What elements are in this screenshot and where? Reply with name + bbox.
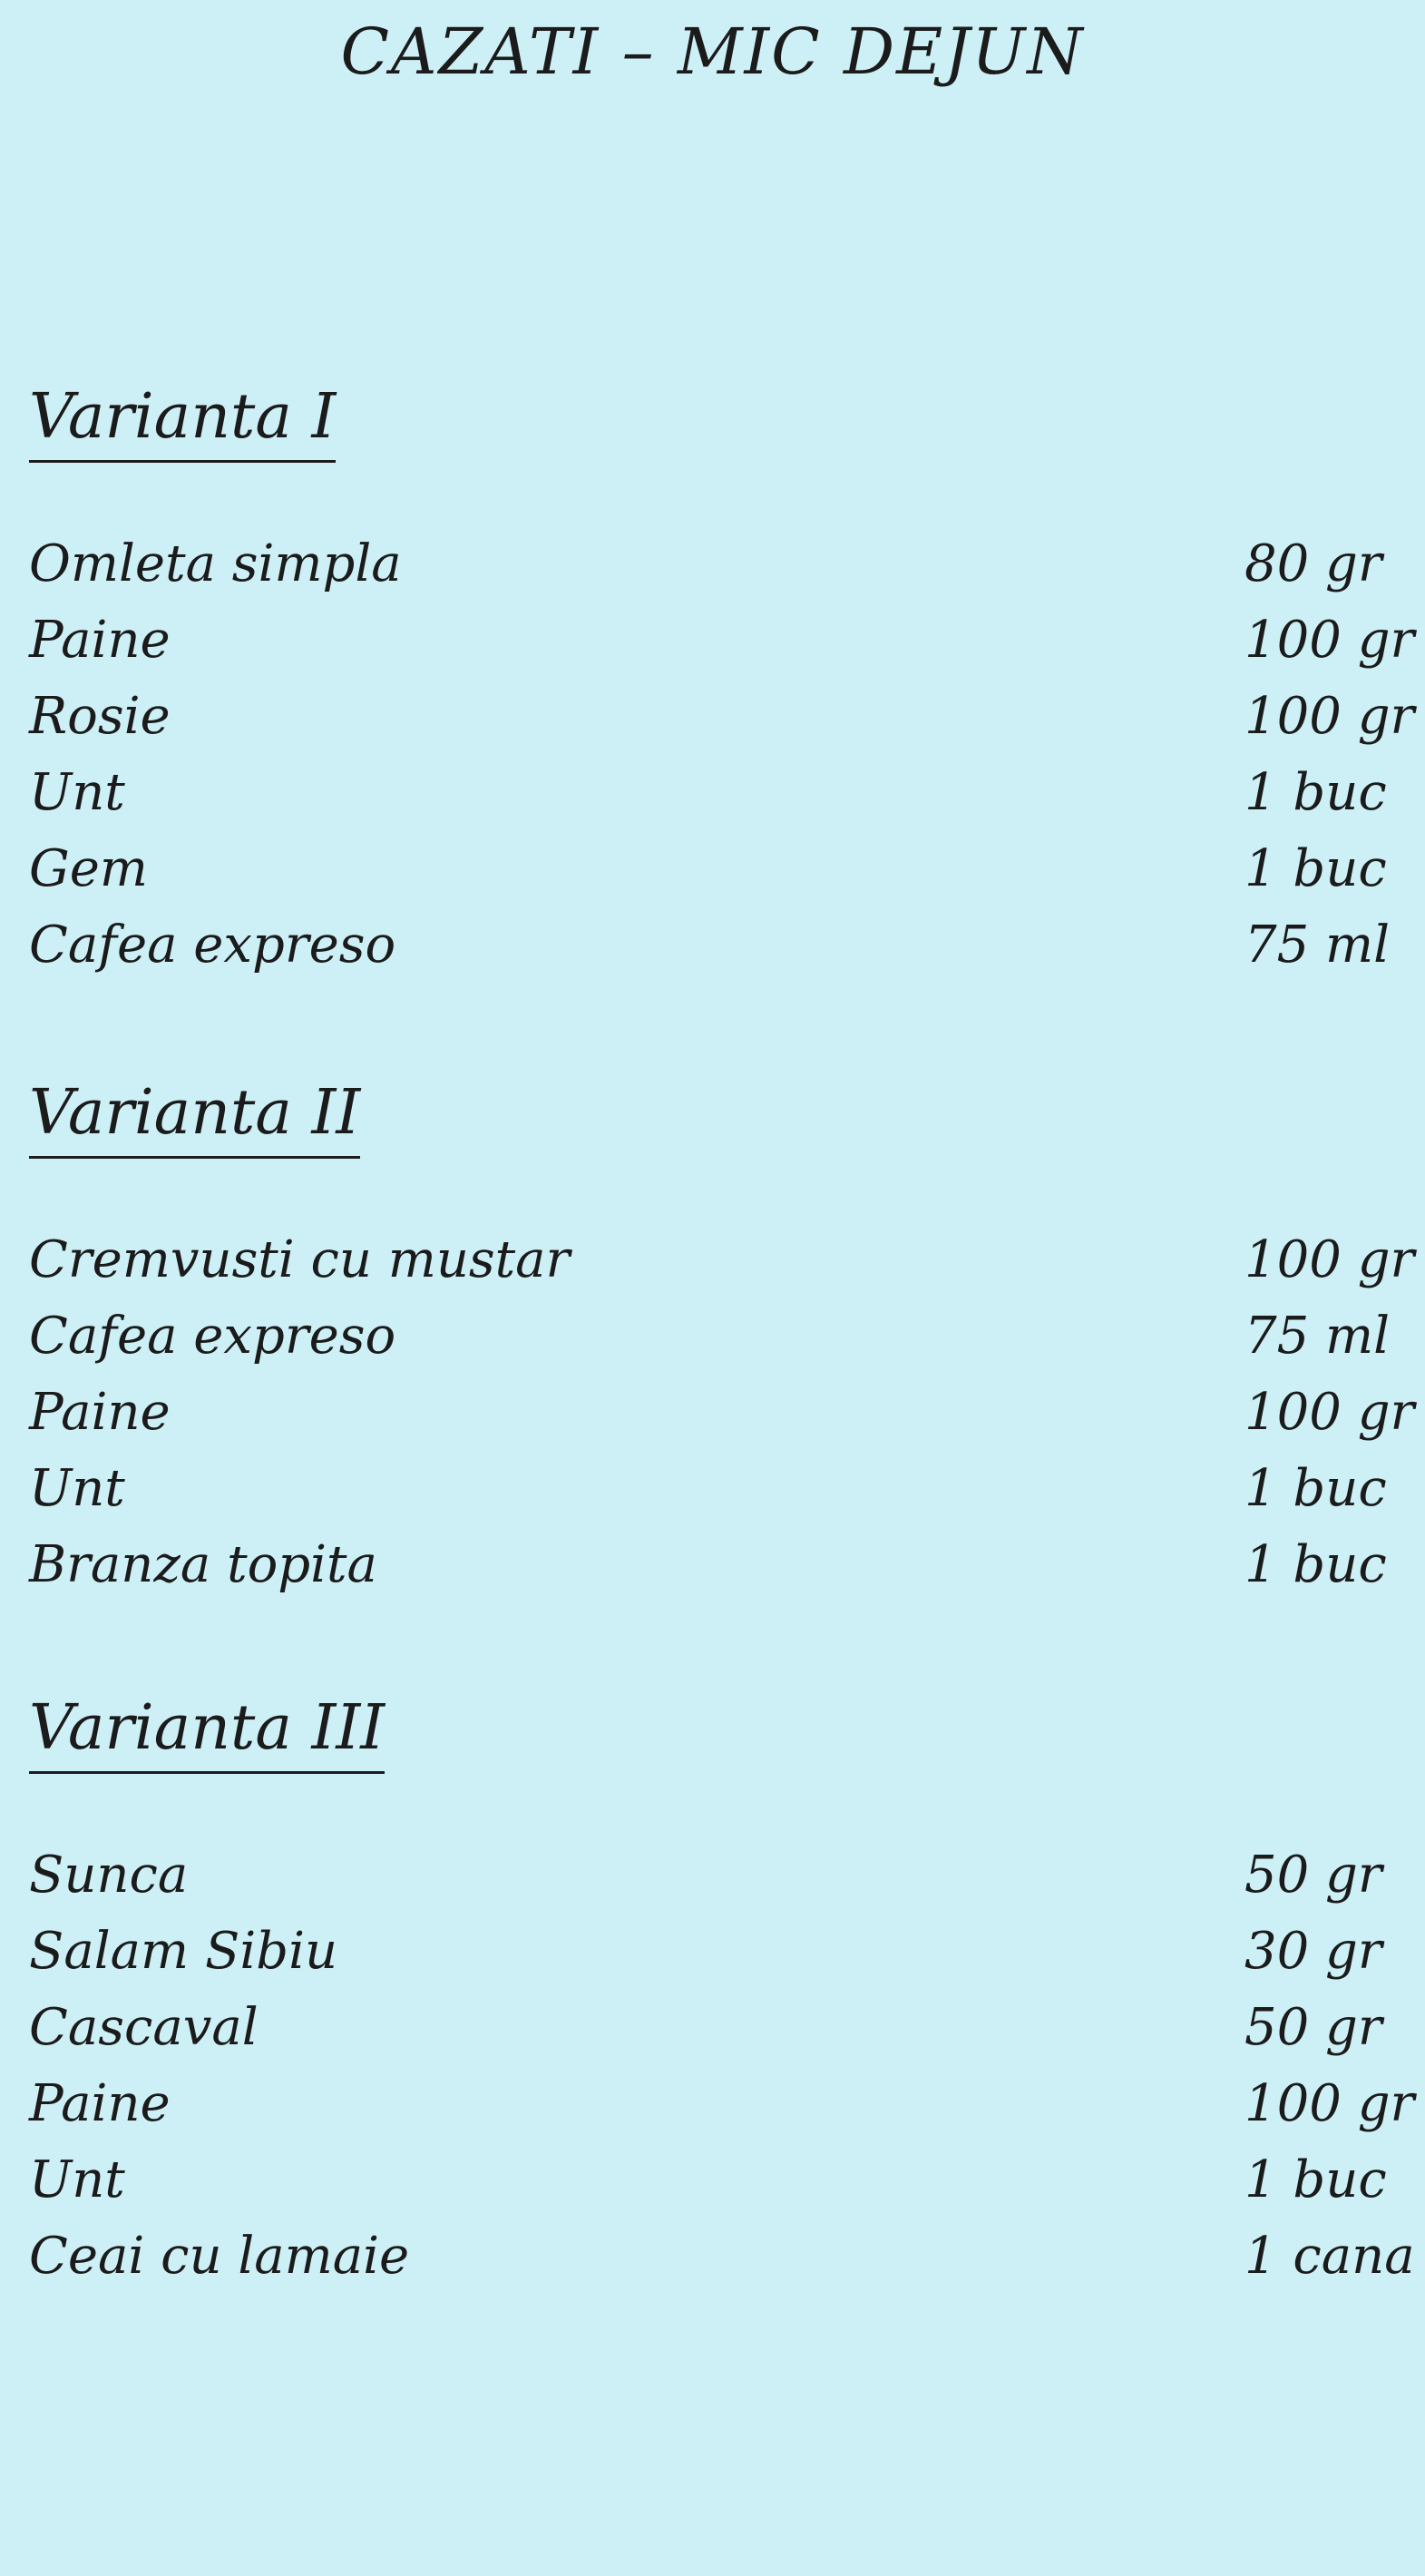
section-title: Varianta I [29, 377, 336, 463]
item-name: Salam Sibiu [29, 1922, 338, 1981]
item-quantity: 100 gr [1244, 687, 1415, 746]
item-name: Cafea expreso [29, 916, 396, 975]
menu-item [29, 907, 1403, 984]
menu-item [29, 2066, 1415, 2142]
menu-item [29, 755, 1403, 831]
item-name: Ceai cu lamaie [29, 2227, 410, 2286]
item-quantity: 1 buc [1244, 763, 1387, 822]
item-quantity: 50 gr [1244, 1998, 1382, 2057]
item-quantity: 75 ml [1244, 916, 1391, 975]
item-quantity: 80 gr [1244, 534, 1382, 593]
page-title: CAZATI – MIC DEJUN [340, 15, 1085, 89]
item-quantity: 30 gr [1244, 1922, 1382, 1981]
menu-item-list [29, 526, 1415, 984]
item-name: Branza topita [29, 1535, 377, 1594]
menu-item [29, 1222, 1415, 1298]
item-name: Sunca [29, 1846, 189, 1905]
item-name: Paine [29, 611, 171, 670]
item-name: Unt [29, 763, 125, 822]
item-name: Paine [29, 1383, 171, 1442]
menu-item [29, 602, 1415, 679]
item-quantity: 100 gr [1244, 1383, 1415, 1442]
section-title: Varianta II [29, 1073, 360, 1159]
item-quantity: 1 buc [1244, 839, 1387, 898]
item-name: Rosie [29, 687, 171, 746]
section-title: Varianta III [29, 1688, 385, 1774]
menu-section-varianta-1 [29, 377, 1415, 984]
item-quantity: 100 gr [1244, 2074, 1415, 2133]
menu-item [29, 2142, 1403, 2218]
menu-section-varianta-3 [29, 1688, 1415, 2295]
item-name: Omleta simpla [29, 534, 402, 593]
item-quantity: 1 buc [1244, 1459, 1387, 1518]
menu-item [29, 831, 1403, 907]
item-name: Cremvusti cu mustar [29, 1230, 571, 1289]
menu-item [29, 1837, 1403, 1914]
menu-item [29, 1298, 1403, 1375]
menu-item [29, 1527, 1403, 1603]
item-name: Gem [29, 839, 148, 898]
item-name: Paine [29, 2074, 171, 2133]
item-name: Cafea expreso [29, 1307, 396, 1366]
menu-item-list [29, 1222, 1415, 1603]
item-quantity: 50 gr [1244, 1846, 1382, 1905]
menu-item [29, 1375, 1415, 1451]
menu-item [29, 1914, 1403, 1990]
item-quantity: 1 cana [1244, 2227, 1415, 2286]
item-quantity: 75 ml [1244, 1307, 1391, 1366]
menu-item [29, 679, 1415, 755]
item-name: Unt [29, 1459, 125, 1518]
menu-item [29, 2218, 1415, 2295]
menu-item [29, 1451, 1403, 1527]
item-quantity: 1 buc [1244, 2150, 1387, 2209]
menu-section-varianta-2 [29, 1073, 1415, 1603]
menu-item-list [29, 1837, 1415, 2295]
item-name: Unt [29, 2150, 125, 2209]
item-quantity: 1 buc [1244, 1535, 1387, 1594]
item-quantity: 100 gr [1244, 1230, 1415, 1289]
item-quantity: 100 gr [1244, 611, 1415, 670]
menu-item [29, 526, 1403, 602]
item-name: Cascaval [29, 1998, 259, 2057]
menu-item [29, 1990, 1403, 2066]
